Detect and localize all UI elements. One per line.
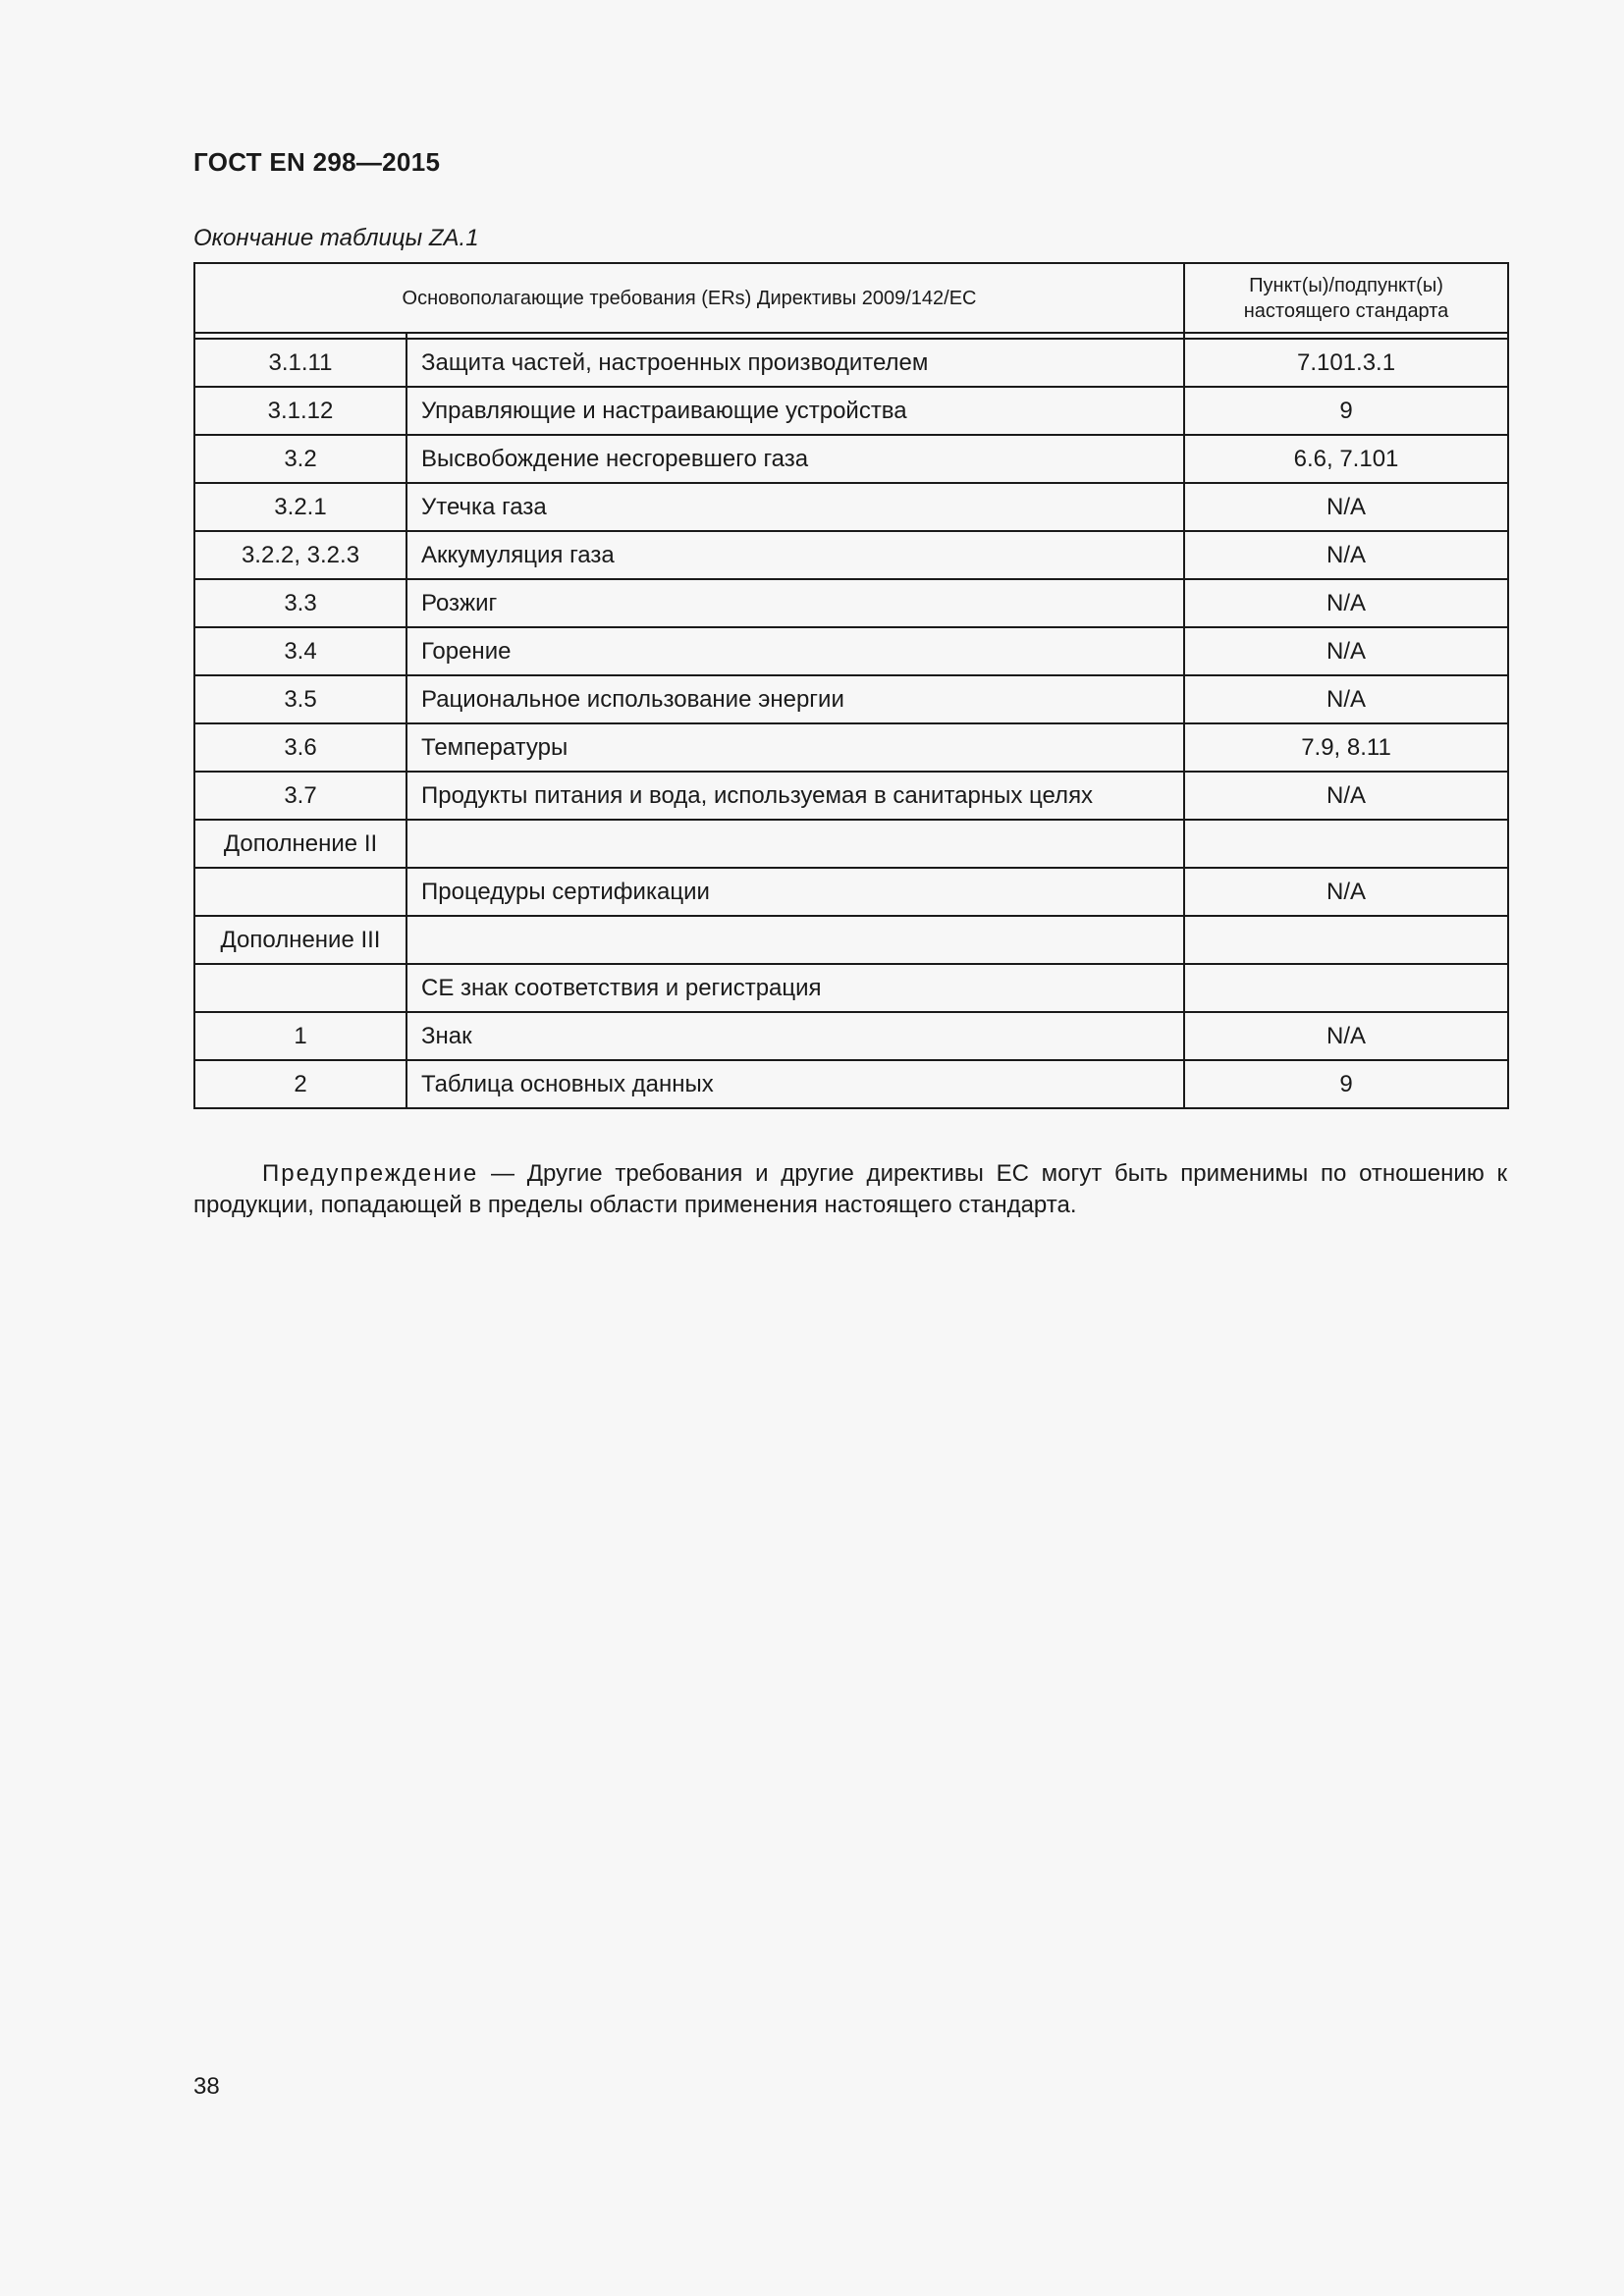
table-row <box>194 339 1508 387</box>
row-clause <box>1184 820 1508 868</box>
row-code: 3.6 <box>194 723 406 772</box>
row-code: 3.3 <box>194 579 406 627</box>
warning-label: Предупреждение <box>262 1160 479 1187</box>
table-row <box>194 916 1508 964</box>
row-description: Защита частей, настроенных производителем <box>406 339 1184 387</box>
table-row <box>194 1012 1508 1060</box>
row-clause: 9 <box>1184 387 1508 435</box>
table-row <box>194 579 1508 627</box>
header-clauses <box>1184 263 1508 333</box>
row-description: Управляющие и настраивающие устройства <box>406 387 1184 435</box>
row-description <box>406 820 1184 868</box>
row-code: Дополнение II <box>194 820 406 868</box>
page-number: 38 <box>193 2073 220 2100</box>
row-code: Дополнение III <box>194 916 406 964</box>
requirements-table <box>193 262 1509 1109</box>
warning-text: — Другие требования и другие директивы ЕС могут быть применимы по отношению к продукции, попадающей в пределы области применения настоящего стандарта. <box>193 1160 1507 1218</box>
table-row <box>194 627 1508 675</box>
table-header-row <box>194 263 1508 333</box>
row-clause: N/A <box>1184 1012 1508 1060</box>
row-description: Горение <box>406 627 1184 675</box>
row-description: Таблица основных данных <box>406 1060 1184 1108</box>
row-code: 3.5 <box>194 675 406 723</box>
row-clause: N/A <box>1184 772 1508 820</box>
row-code <box>194 868 406 916</box>
header-clauses-line2: настоящего стандарта <box>1243 299 1449 322</box>
row-code: 2 <box>194 1060 406 1108</box>
row-code: 3.2 <box>194 435 406 483</box>
table-row <box>194 1060 1508 1108</box>
table-row <box>194 868 1508 916</box>
table-row <box>194 675 1508 723</box>
table-row <box>194 772 1508 820</box>
row-code: 3.1.12 <box>194 387 406 435</box>
table-row <box>194 723 1508 772</box>
table-caption: Окончание таблицы ZA.1 <box>193 225 479 251</box>
row-clause <box>1184 964 1508 1012</box>
row-code: 3.2.1 <box>194 483 406 531</box>
document-header: ГОСТ EN 298—2015 <box>193 147 441 177</box>
table-row <box>194 820 1508 868</box>
row-clause: N/A <box>1184 531 1508 579</box>
row-description: Процедуры сертификации <box>406 868 1184 916</box>
row-code: 3.1.11 <box>194 339 406 387</box>
row-description <box>406 916 1184 964</box>
row-description: Знак <box>406 1012 1184 1060</box>
row-description: Рациональное использование энергии <box>406 675 1184 723</box>
row-code <box>194 964 406 1012</box>
row-description: CE знак соответствия и регистрация <box>406 964 1184 1012</box>
row-clause: N/A <box>1184 868 1508 916</box>
warning-paragraph <box>193 1158 1507 1221</box>
row-description: Розжиг <box>406 579 1184 627</box>
row-code: 1 <box>194 1012 406 1060</box>
row-description: Высвобождение несгоревшего газа <box>406 435 1184 483</box>
table-row <box>194 531 1508 579</box>
row-clause: N/A <box>1184 579 1508 627</box>
row-code: 3.4 <box>194 627 406 675</box>
row-clause: N/A <box>1184 675 1508 723</box>
table-body <box>194 339 1508 1108</box>
row-description: Утечка газа <box>406 483 1184 531</box>
row-code: 3.7 <box>194 772 406 820</box>
row-clause: 7.9, 8.11 <box>1184 723 1508 772</box>
table-row <box>194 435 1508 483</box>
row-description: Аккумуляция газа <box>406 531 1184 579</box>
row-clause: 6.6, 7.101 <box>1184 435 1508 483</box>
header-clauses-line1: Пункт(ы)/подпункт(ы) <box>1249 274 1443 296</box>
row-clause: N/A <box>1184 483 1508 531</box>
row-clause: 7.101.3.1 <box>1184 339 1508 387</box>
row-clause: 9 <box>1184 1060 1508 1108</box>
table-row <box>194 483 1508 531</box>
row-clause: N/A <box>1184 627 1508 675</box>
header-requirements: Основополагающие требования (ERs) Директивы 2009/142/EC <box>194 263 1184 333</box>
table-row <box>194 964 1508 1012</box>
row-description: Продукты питания и вода, используемая в санитарных целях <box>406 772 1184 820</box>
row-description: Температуры <box>406 723 1184 772</box>
row-code: 3.2.2, 3.2.3 <box>194 531 406 579</box>
table-row <box>194 387 1508 435</box>
row-clause <box>1184 916 1508 964</box>
